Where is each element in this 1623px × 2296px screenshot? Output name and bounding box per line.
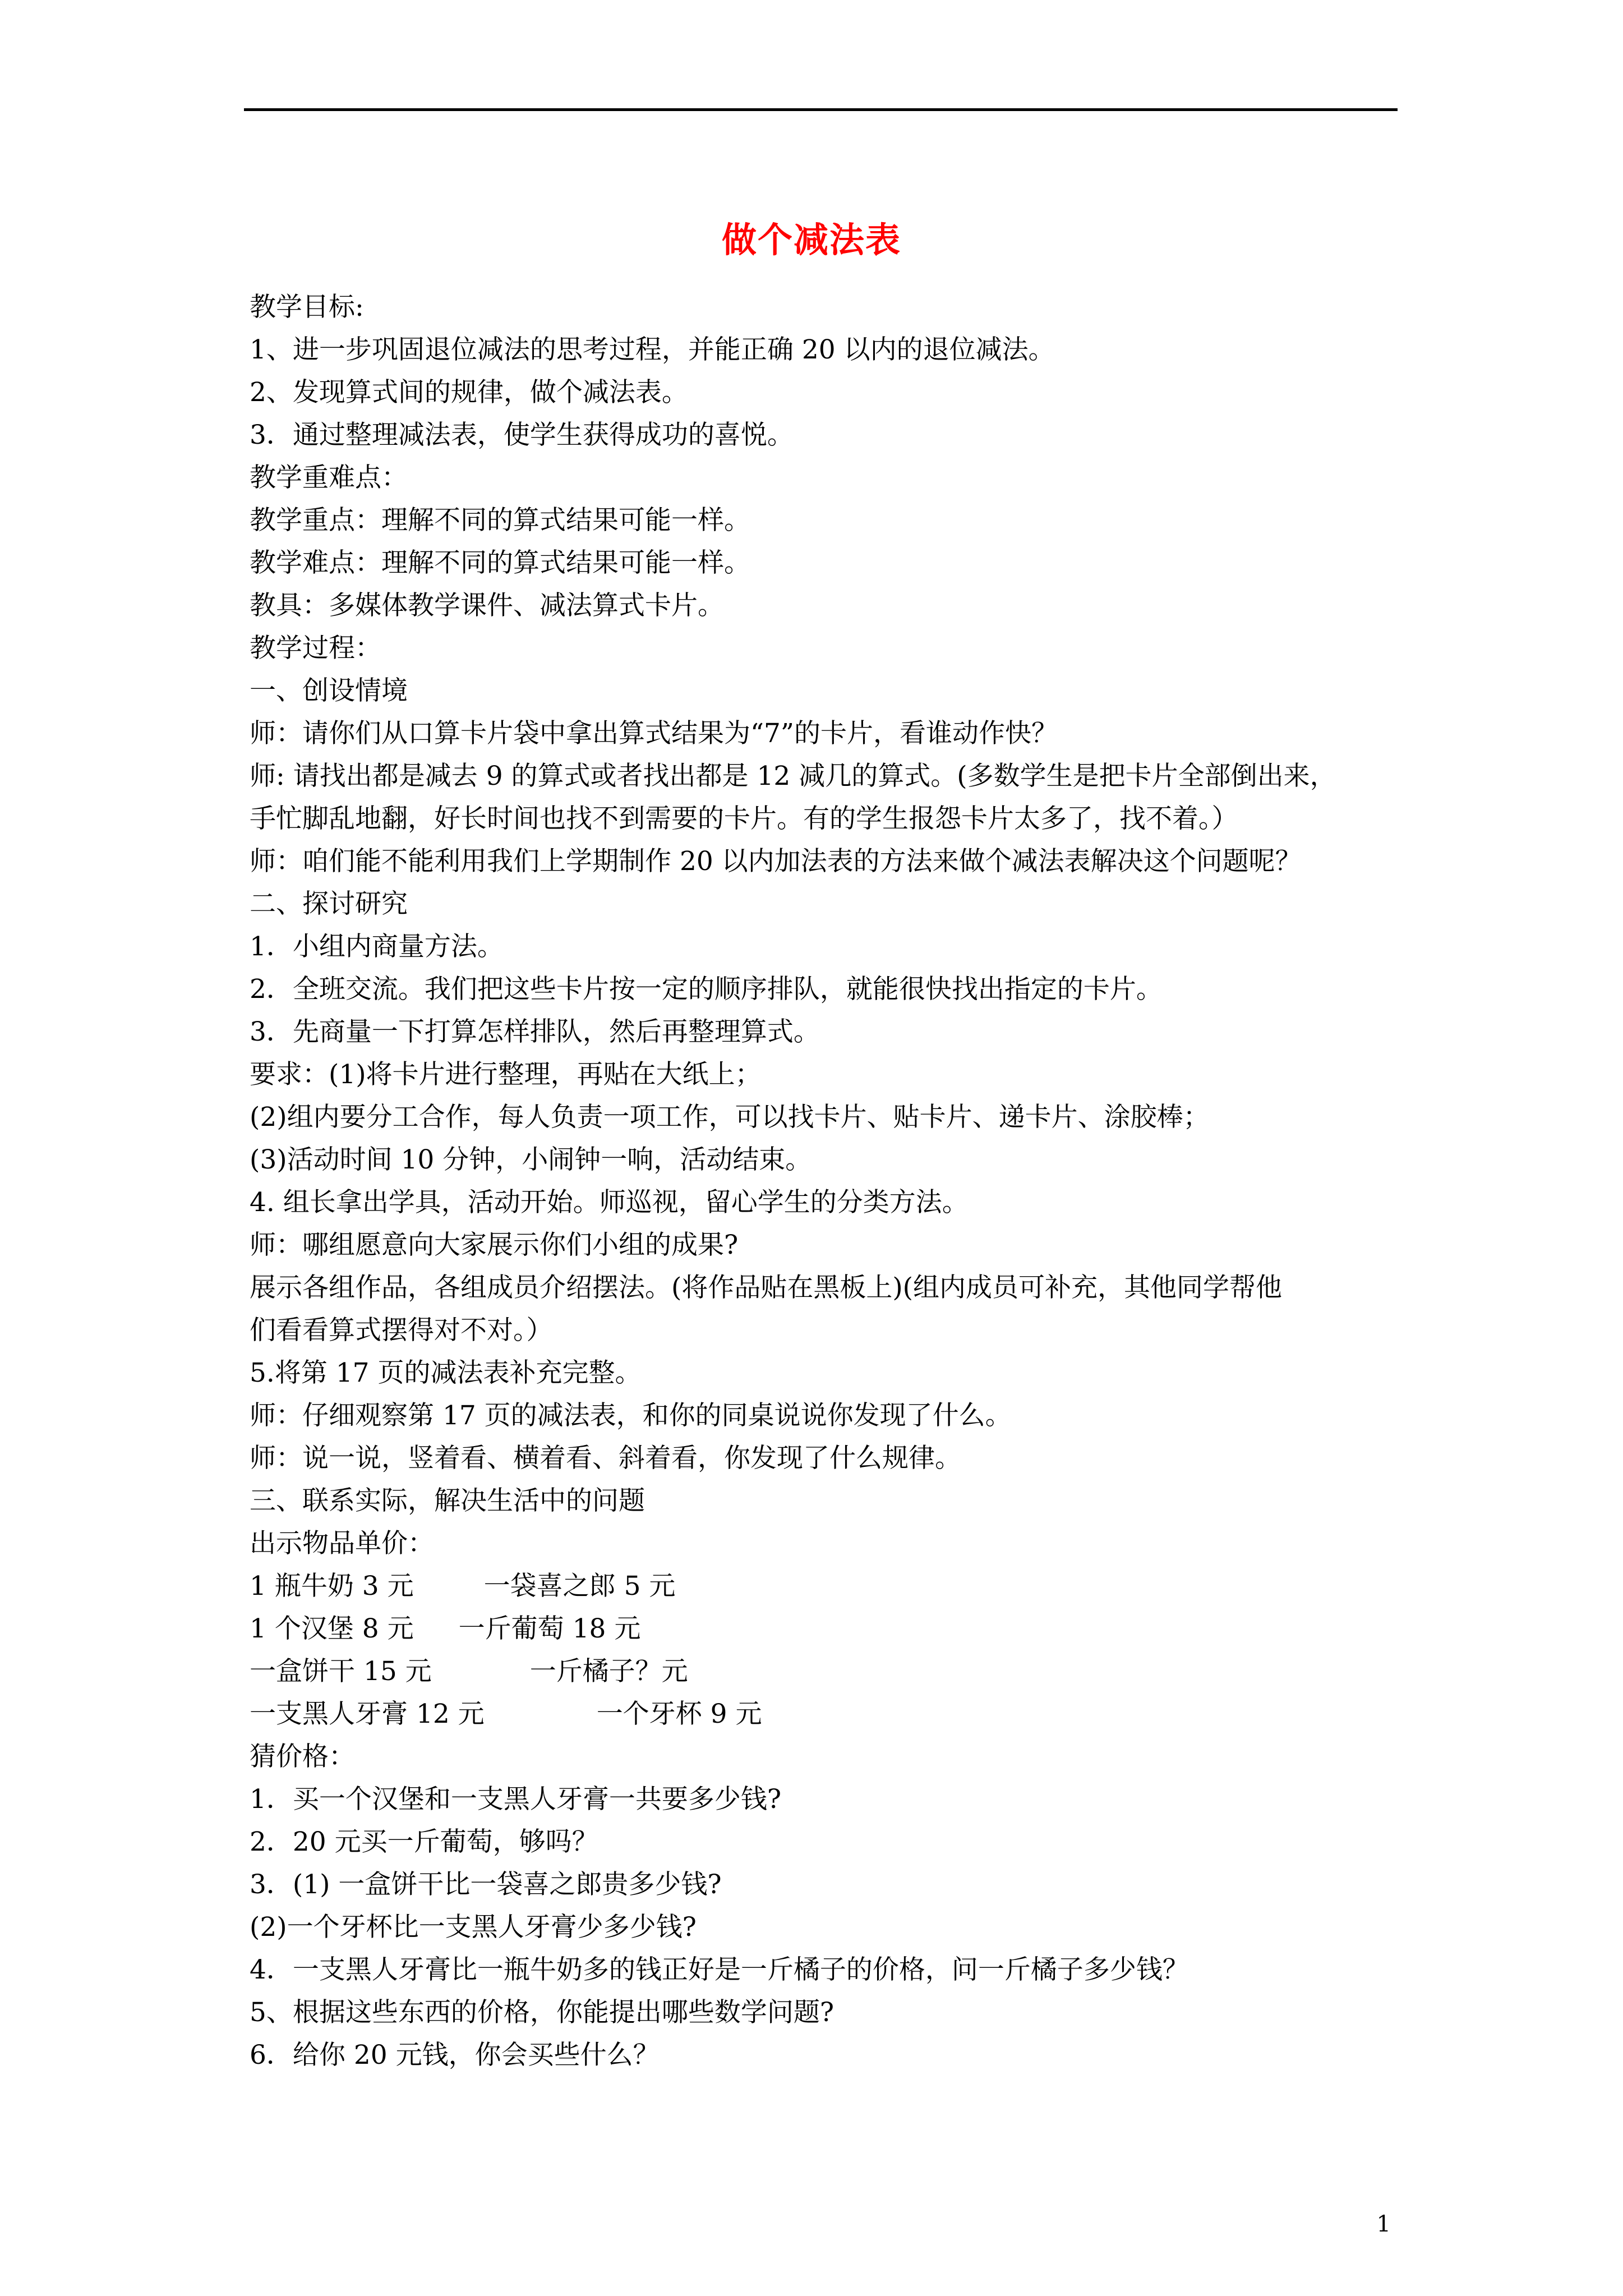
page-number: 1	[1376, 2211, 1391, 2237]
question-line: 2．20 元买一斤葡萄，够吗？	[250, 1826, 598, 1857]
price-item: 一斤葡萄 18 元	[458, 1613, 641, 1644]
paragraph-line: 要求：(1)将卡片进行整理，再贴在大纸上；	[250, 1059, 762, 1090]
paragraph-line: 出示物品单价：	[250, 1528, 434, 1559]
question-line: 1．买一个汉堡和一支黑人牙膏一共要多少钱?	[250, 1784, 782, 1815]
paragraph-line: 教具：多媒体教学课件、减法算式卡片。	[250, 590, 724, 621]
paragraph-line: 2．全班交流。我们把这些卡片按一定的顺序排队，就能很快找出指定的卡片。	[250, 974, 1163, 1005]
question-line: (2)一个牙杯比一支黑人牙膏少多少钱?	[250, 1912, 697, 1943]
price-row	[250, 1608, 1399, 1650]
paragraph-line: 师：说一说，竖着看、横着看、斜着看，你发现了什么规律。	[250, 1443, 961, 1474]
section-heading: 三、联系实际，解决生活中的问题	[250, 1485, 645, 1516]
paragraph-line: 师：请你们从口算卡片袋中拿出算式结果为“7”的卡片，看谁动作快？	[250, 718, 1058, 749]
paragraph-line: 猜价格：	[250, 1741, 355, 1772]
price-row	[250, 1650, 1399, 1693]
paragraph-line: 2、发现算式间的规律，做个减法表。	[250, 377, 688, 408]
section-heading: 一、创设情境	[250, 675, 408, 706]
paragraph-line: 4. 组长拿出学具，活动开始。师巡视，留心学生的分类方法。	[250, 1187, 969, 1218]
paragraph-line: (2)组内要分工合作，每人负责一项工作，可以找卡片、贴卡片、递卡片、涂胶棒；	[250, 1102, 1210, 1133]
paragraph-line: 教学难点：理解不同的算式结果可能一样。	[250, 547, 750, 578]
paragraph-line: 1．小组内商量方法。	[250, 931, 504, 962]
paragraph-line: (3)活动时间 10 分钟，小闹钟一响，活动结束。	[250, 1144, 812, 1175]
paragraph-line: 师：仔细观察第 17 页的减法表，和你的同桌说说你发现了什么。	[250, 1400, 1012, 1431]
price-row	[250, 1693, 1399, 1736]
paragraph-line: 教学重难点：	[250, 462, 408, 493]
question-line: 4．一支黑人牙膏比一瓶牛奶多的钱正好是一斤橘子的价格，问一斤橘子多少钱？	[250, 1954, 1189, 1985]
price-item: 一个牙杯 9 元	[596, 1699, 762, 1729]
document-body	[250, 286, 1399, 2077]
question-line: 6．给你 20 元钱，你会买些什么？	[250, 2040, 660, 2070]
price-item: 一盒饼干 15 元	[250, 1656, 432, 1687]
price-row	[250, 1565, 1399, 1608]
price-item: 一支黑人牙膏 12 元	[250, 1699, 485, 1729]
price-item: 1 瓶牛奶 3 元	[250, 1571, 414, 1602]
paragraph-line: 师：咱们能不能利用我们上学期制作 20 以内加法表的方法来做个减法表解决这个问题呢？	[250, 846, 1302, 877]
paragraph-line: 教学过程：	[250, 633, 381, 664]
paragraph-line: 1、进一步巩固退位减法的思考过程，并能正确 20 以内的退位减法。	[250, 334, 1055, 365]
paragraph-line: 教学目标:	[250, 292, 364, 323]
price-item: 一斤橘子？元	[529, 1656, 688, 1687]
question-line: 3．(1) 一盒饼干比一袋喜之郎贵多少钱?	[250, 1869, 722, 1900]
document-title: 做个减法表	[721, 219, 901, 260]
header-rule	[244, 108, 1398, 111]
paragraph-line: 3．先商量一下打算怎样排队，然后再整理算式。	[250, 1016, 820, 1047]
paragraph-line: 们看看算式摆得对不对。）	[250, 1315, 553, 1346]
paragraph-line: 3．通过整理减法表，使学生获得成功的喜悦。	[250, 420, 794, 450]
price-item: 1 个汉堡 8 元	[250, 1613, 414, 1644]
question-line: 5、根据这些东西的价格，你能提出哪些数学问题?	[250, 1997, 834, 2028]
price-item: 一袋喜之郎 5 元	[483, 1571, 676, 1602]
paragraph-line: 展示各组作品，各组成员介绍摆法。(将作品贴在黑板上)(组内成员可补充，其他同学帮他	[250, 1272, 1283, 1303]
paragraph-line: 教学重点：理解不同的算式结果可能一样。	[250, 505, 750, 536]
paragraph-line: 手忙脚乱地翻，好长时间也找不到需要的卡片。有的学生报怨卡片太多了，找不着。）	[250, 803, 1238, 834]
paragraph-line: 5.将第 17 页的减法表补充完整。	[250, 1358, 642, 1388]
section-heading: 二、探讨研究	[250, 889, 408, 919]
paragraph-line: 师: 请找出都是减去 9 的算式或者找出都是 12 减几的算式。(多数学生是把卡片全部倒出来，	[250, 761, 1336, 792]
paragraph-line: 师：哪组愿意向大家展示你们小组的成果?	[250, 1230, 739, 1260]
